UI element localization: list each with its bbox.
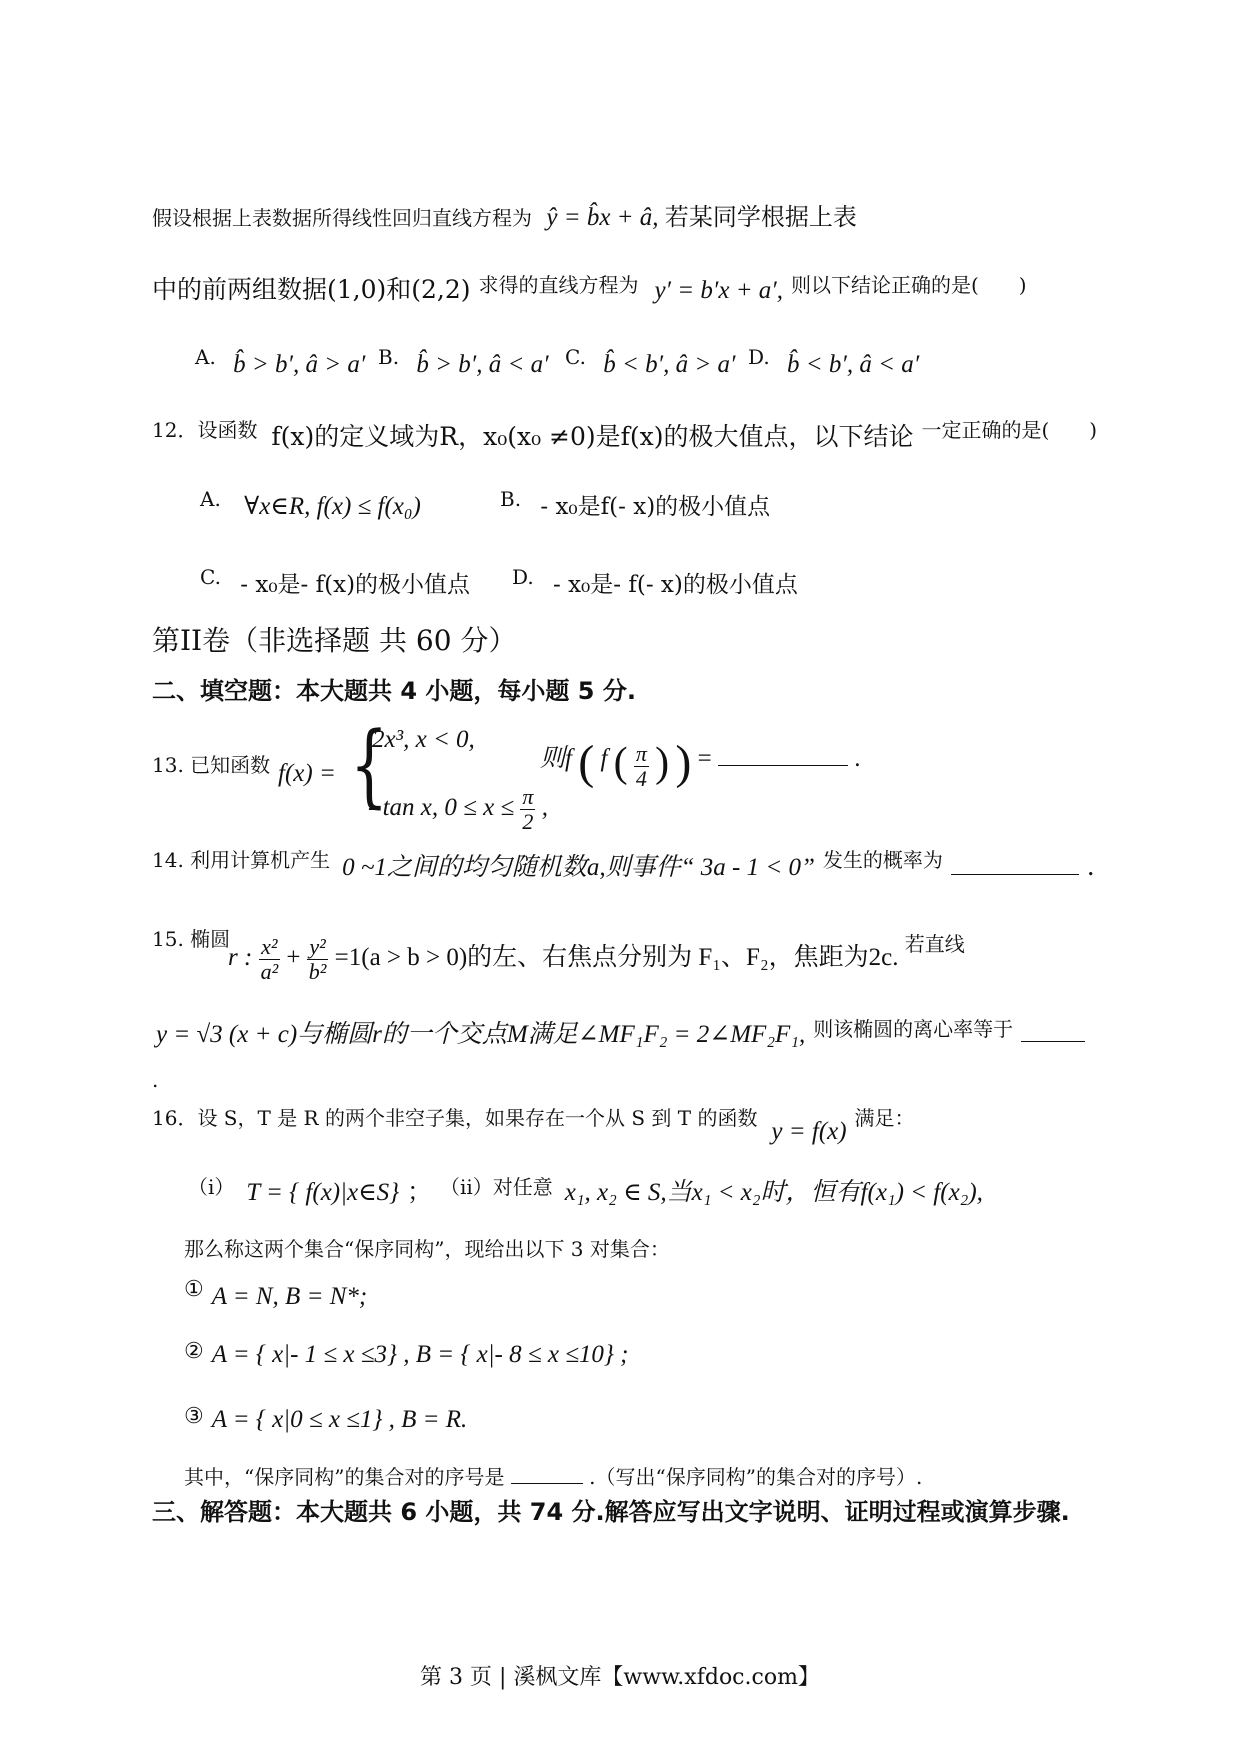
answer-section-heading: 三、解答题：本大题共 6 小题，共 74 分.解答应写出文字说明、证明过程或演算步骤. [152,1498,1070,1526]
q15-y2: y² [307,935,329,960]
q13-lhs: f(x) = [278,760,336,787]
q15-a2: a² [260,958,279,984]
q15-line2 [156,1012,1085,1052]
q16-func: y = f(x) [771,1118,847,1145]
option-label: A. [195,345,216,369]
item-mark: ① [184,1277,204,1302]
q16-conditions [188,1170,983,1210]
q14-tail: 发生的概率为 [822,848,943,872]
q16-cond-i-label: （i） [188,1175,235,1199]
q13-four: 4 [635,766,647,791]
q14-formula: 0 ~1之间的均匀随机数a,则事件“ 3a - 1 < 0” [342,854,815,881]
q12-option-a [200,482,421,524]
option-label: B. [500,487,522,511]
q11-line2-mid: 求得的直线方程为 [478,273,639,297]
q13-f-inner: f [600,745,608,773]
q16-answer-line [184,1460,922,1494]
q16-item-2 [184,1335,629,1372]
q11-regression-formula: ŷ = b̂x + â, [546,204,659,231]
q16-satisfy: 满足： [854,1106,915,1130]
item-mark: ③ [184,1404,204,1429]
section-2-title: 第II卷（非选择题 共 60 分） [152,624,517,657]
q14-line [152,843,1095,885]
q13-case1: 2x³, x < 0, [372,726,475,753]
q14-number: 14. 利用计算机产生 [152,848,331,872]
option-label: C. [565,345,586,369]
item-text: A = { x|- 1 ≤ x ≤3} , B = { x|- 8 ≤ x ≤10} ; [211,1341,629,1368]
option-text: - x₀是- f(- x)的极小值点 [553,572,798,598]
q13-inner-paren-open: ( [613,740,628,787]
q13-then: 则f [540,745,572,773]
option-text: b̂ < b′, â > a′ [603,351,736,378]
option-text: - x₀是- f(x)的极小值点 [240,572,471,598]
q13-pi-over-4 [634,742,649,791]
q11-line2-formula: y′ = b′x + a′, [654,277,784,304]
q13-number: 13. 已知函数 [152,753,271,777]
option-text: ∀x∈R, f(x) ≤ f(x₀) [244,493,421,520]
q16-cond-i: T = { f(x)|x∈S} [246,1179,400,1206]
option-label: A. [200,487,221,511]
q12-tail: 一定正确的是( ) [921,418,1098,442]
option-text: b̂ < b′, â < a′ [787,351,920,378]
q11-option-a [195,340,365,382]
q15-number: 15. 椭圆 [152,927,231,951]
q12-option-c [200,560,470,602]
option-text: - x₀是f(- x)的极小值点 [540,494,771,520]
q15-formula-line [228,928,965,984]
q15-x2: x² [259,935,281,960]
q11-line1-tail: 若某同学根据上表 [664,203,857,231]
q13-answer-blank[interactable] [718,743,848,766]
option-label: B. [378,345,400,369]
q14-answer-blank[interactable] [951,852,1079,875]
q13-pi-2: π [635,741,647,766]
q15-line2-formula: y = √3 (x + c)与椭圆r的一个交点M满足∠MF₁F₂ = 2∠MF₂F₁, [156,1021,806,1048]
q16-semicolon: ； [407,1177,433,1206]
q13-inner-paren-close: ) [655,740,670,787]
q15-r: r : [228,944,253,971]
q12-stem [152,413,1097,454]
q11-line1-text: 假设根据上表数据所得线性回归直线方程为 [152,206,532,230]
q16-answer-prefix: 其中，“保序同构”的集合对的序号是 [184,1465,505,1489]
q11-line2-tail: 则以下结论正确的是( ) [790,273,1027,297]
q12-option-b [500,482,770,524]
q15-formula: =1(a > b > 0)的左、右焦点分别为 F₁、F₂，焦距为2c. [334,944,899,971]
q16-answer-suffix: .（写出“保序同构”的集合对的序号）. [589,1465,923,1489]
item-text: A = N, B = N*; [211,1283,368,1310]
q15-plus: + [286,944,301,971]
q16-item-1 [184,1273,367,1314]
q15-tail: 若直线 [904,934,965,956]
q13-composition [540,736,861,791]
q15-dot: . [152,1068,159,1092]
q15-y-over-b [307,935,329,984]
q13-case2-a: - tan x, 0 ≤ x ≤ [368,794,515,822]
option-text: b̂ > b′, â < a′ [416,351,549,378]
q11-line2 [152,268,1027,308]
q13-paren-close: ) [675,736,692,790]
q16-cond-ii: x₁, x₂ ∈ S,当x₁ < x₂时，恒有f(x₁) < f(x₂), [564,1179,983,1206]
q13-eq: = [697,745,712,773]
q16-answer-blank[interactable] [511,1465,583,1484]
q16-stem: 16．设 S，T 是 R 的两个非空子集，如果存在一个从 S 到 T 的函数 [152,1106,758,1130]
q12-number: 12．设函数 [152,418,258,442]
item-text: A = { x|0 ≤ x ≤1} , B = R. [211,1406,468,1433]
q15-x-over-a [259,935,281,984]
q16-then: 那么称这两个集合“保序同构”，现给出以下 3 对集合： [184,1237,670,1261]
q13-pi: π [522,784,534,809]
fill-in-heading: 二、填空题：本大题共 4 小题，每小题 5 分. [152,677,636,705]
item-mark: ② [184,1339,204,1364]
option-text: b̂ > b′, â > a′ [233,351,366,378]
q15-b2: b² [308,958,327,984]
q11-option-d [748,340,919,382]
q13-period: . [854,745,861,773]
q14-period: . [1086,852,1095,881]
q15-line2-tail: 则该椭圆的离心率等于 [813,1017,1014,1041]
q11-line2-text: 中的前两组数据(1,0)和(2,2) [152,275,471,304]
q12-stem-text: f(x)的定义域为R，x₀(x₀ ≠0)是f(x)的极大值点，以下结论 [271,422,914,451]
q16-stem-line [152,1100,915,1149]
q13-case2 [368,785,548,834]
option-label: D. [512,565,534,589]
q15-answer-blank[interactable] [1021,1019,1085,1042]
q13-brace: { [350,713,389,819]
page-footer: 第 3 页 | 溪枫文库【www.xfdoc.com】 [420,1665,820,1690]
q16-item-3 [184,1400,467,1437]
q11-line1 [152,200,857,235]
q13-paren-open: ( [578,736,595,790]
q16-cond-ii-label: （ii）对任意 [440,1175,553,1199]
q13-two: 2 [522,809,534,834]
option-label: D. [748,345,770,369]
q13-pi-over-2 [520,785,535,834]
q11-option-c [565,340,735,382]
option-label: C. [200,565,221,589]
q11-option-b [378,340,549,382]
q13-case2-b: , [541,794,548,822]
q12-option-d [512,560,798,602]
